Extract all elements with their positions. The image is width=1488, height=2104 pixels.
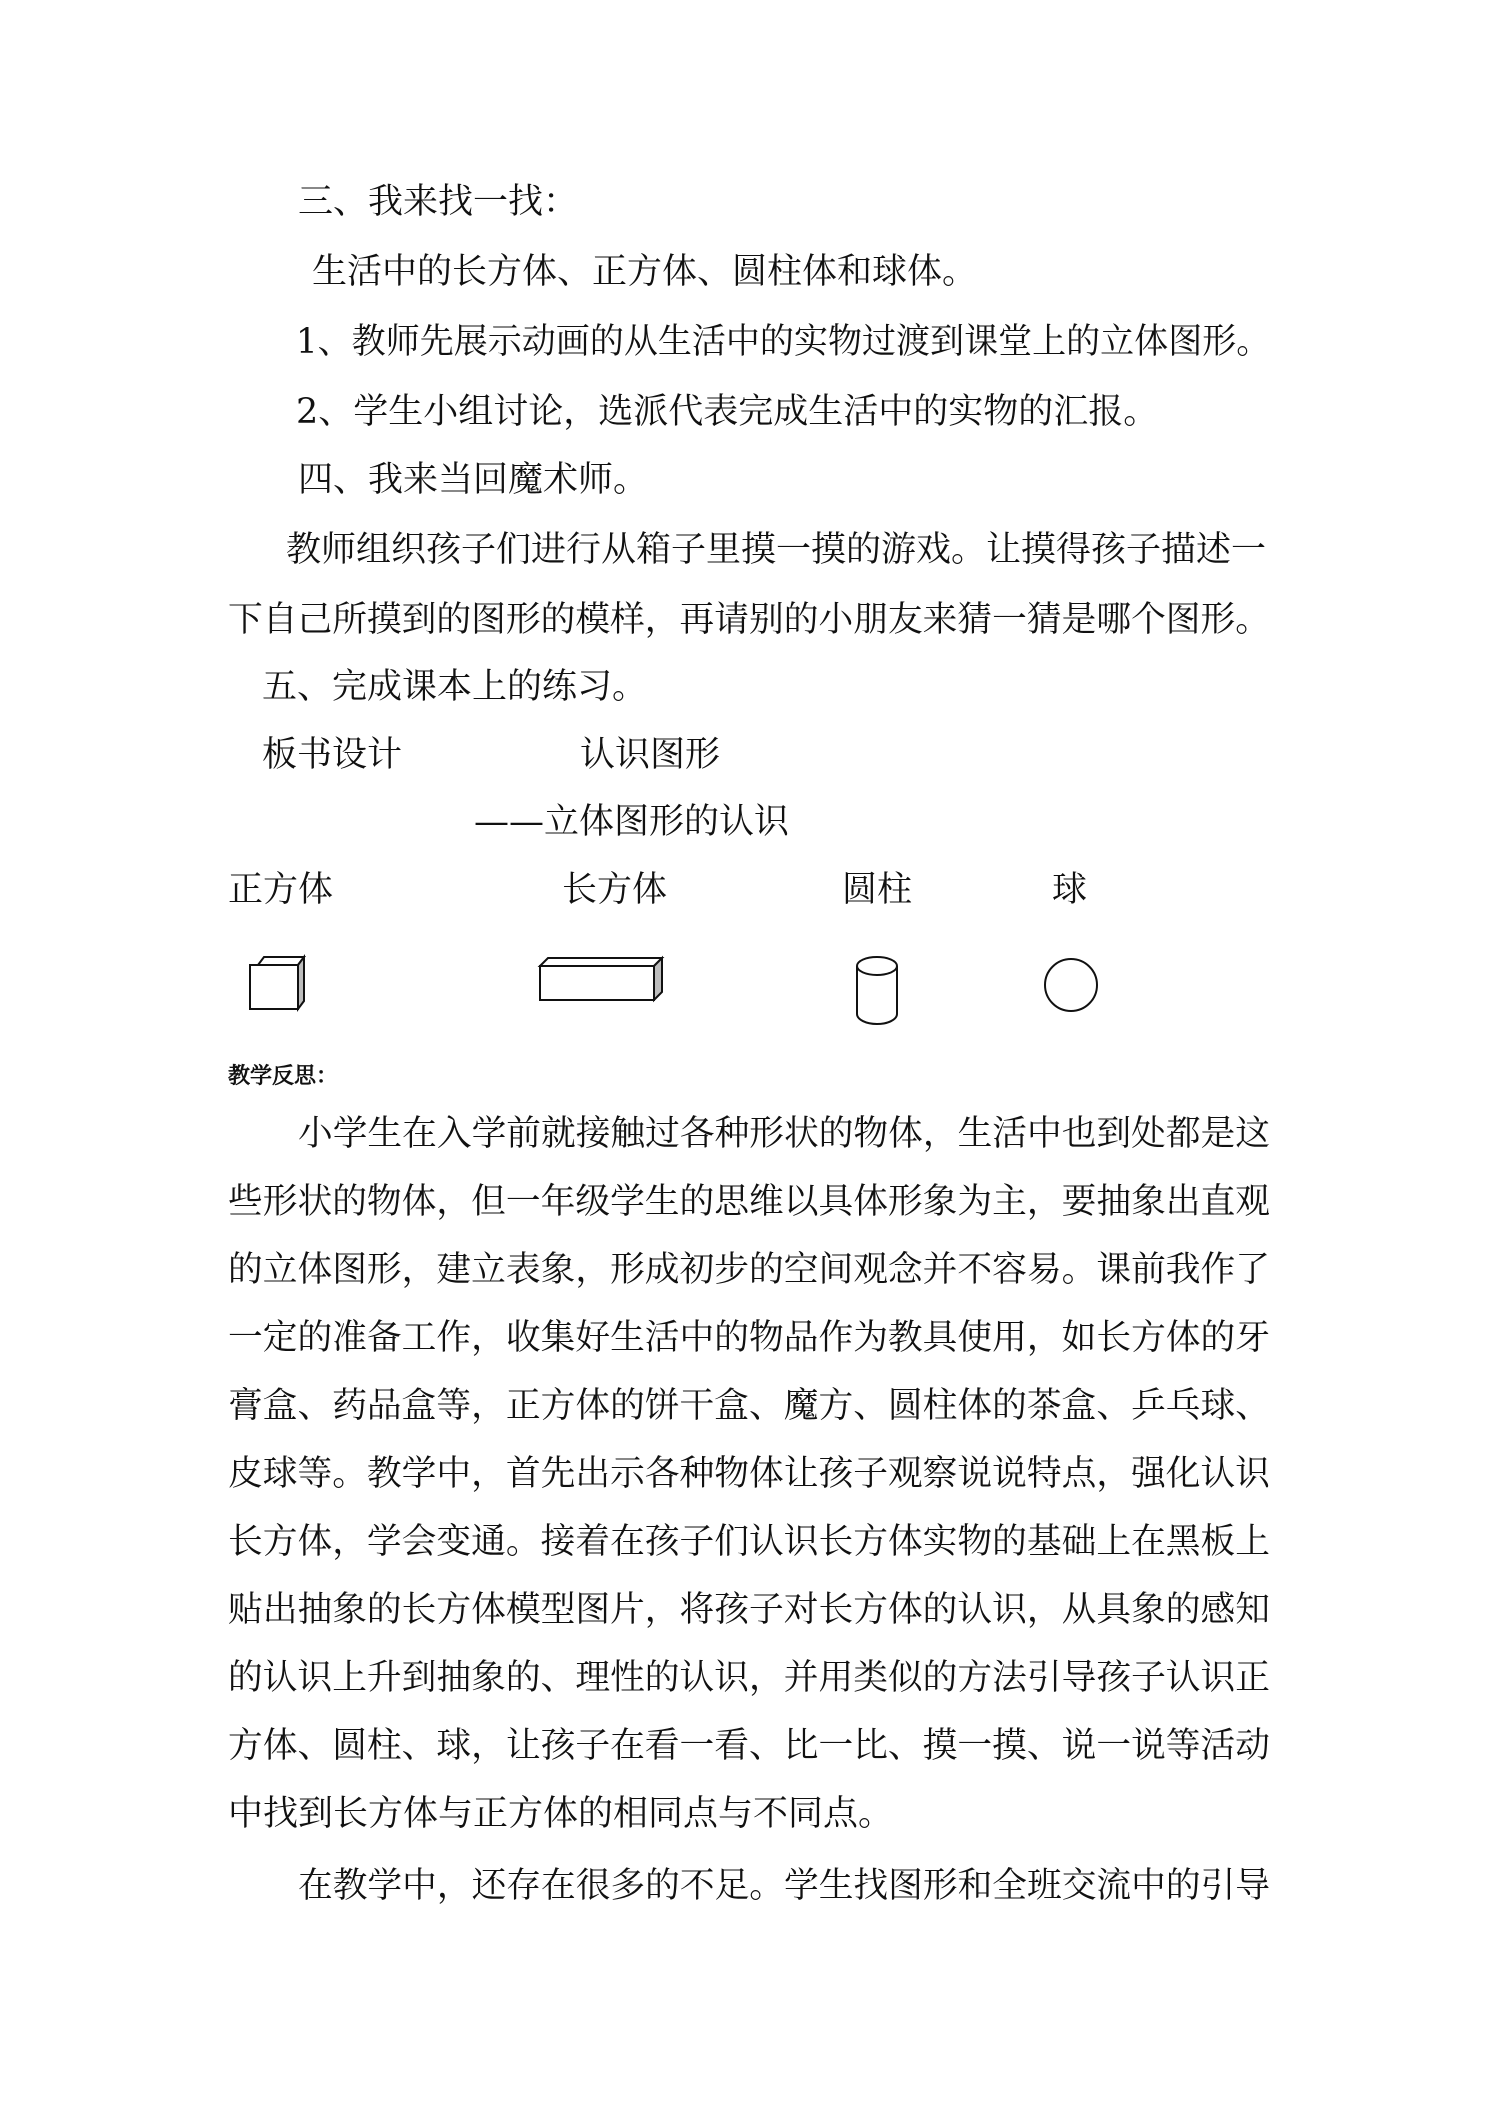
reflection-line-6: 皮球等。教学中，首先出示各种物体让孩子观察说说特点，强化认识 [228,1454,1271,1494]
reflection-line-9: 的认识上升到抽象的、理性的认识，并用类似的方法引导孩子认识正 [228,1658,1271,1698]
shape-label-cylinder: 圆柱 [842,870,913,910]
reflection-line-10: 方体、圆柱、球，让孩子在看一看、比一比、摸一摸、说一说等活动 [228,1726,1271,1766]
reflection-line-1: 小学生在入学前就接触过各种形状的物体，生活中也到处都是这 [298,1114,1271,1154]
reflection-heading: 教学反思： [228,1064,339,1089]
sphere-icon [1043,957,1101,1015]
reflection-line-8: 贴出抽象的长方体模型图片，将孩子对长方体的认识，从具象的感知 [228,1590,1271,1630]
reflection-line-5: 膏盒、药品盒等，正方体的饼干盒、魔方、圆柱体的茶盒、乒乓球、 [228,1386,1271,1426]
reflection-line-7: 长方体，学会变通。接着在孩子们认识长方体实物的基础上在黑板上 [228,1522,1271,1562]
section-3-item-2: 2、学生小组讨论，选派代表完成生活中的实物的汇报。 [296,392,1159,432]
board-title: 认识图形 [580,735,721,775]
section-4-heading: 四、我来当回魔术师。 [298,460,649,500]
cube-icon [248,955,308,1015]
reflection-line-4: 一定的准备工作，收集好生活中的物品作为教具使用，如长方体的牙 [228,1318,1271,1358]
reflection-line-3: 的立体图形，建立表象，形成初步的空间观念并不容易。课前我作了 [228,1250,1271,1290]
shape-label-cuboid: 长方体 [562,870,668,910]
reflection-line-2: 些形状的物体，但一年级学生的思维以具体形象为主，要抽象出直观 [228,1182,1271,1222]
section-3-item-1: 1、教师先展示动画的从生活中的实物过渡到课堂上的立体图形。 [296,322,1271,362]
shape-label-cube: 正方体 [228,870,334,910]
board-subtitle: ——立体图形的认识 [474,802,790,842]
section-3-subtitle: 生活中的长方体、正方体、圆柱体和球体。 [312,252,978,292]
cuboid-icon [538,956,668,1006]
section-5-heading: 五、完成课本上的练习。 [262,667,648,707]
section-3-heading: 三、我来找一找： [298,182,579,222]
reflection-last-paragraph: 在教学中，还存在很多的不足。学生找图形和全班交流中的引导 [298,1866,1271,1906]
section-4-paragraph-line-2: 下自己所摸到的图形的模样，再请别的小朋友来猜一猜是哪个图形。 [228,600,1271,640]
board-design-label: 板书设计 [262,735,403,775]
reflection-line-11: 中找到长方体与正方体的相同点与不同点。 [228,1794,894,1834]
cylinder-icon [855,955,899,1027]
section-4-paragraph-line-1: 教师组织孩子们进行从箱子里摸一摸的游戏。让摸得孩子描述一 [286,530,1267,570]
shape-label-sphere: 球 [1052,870,1088,910]
